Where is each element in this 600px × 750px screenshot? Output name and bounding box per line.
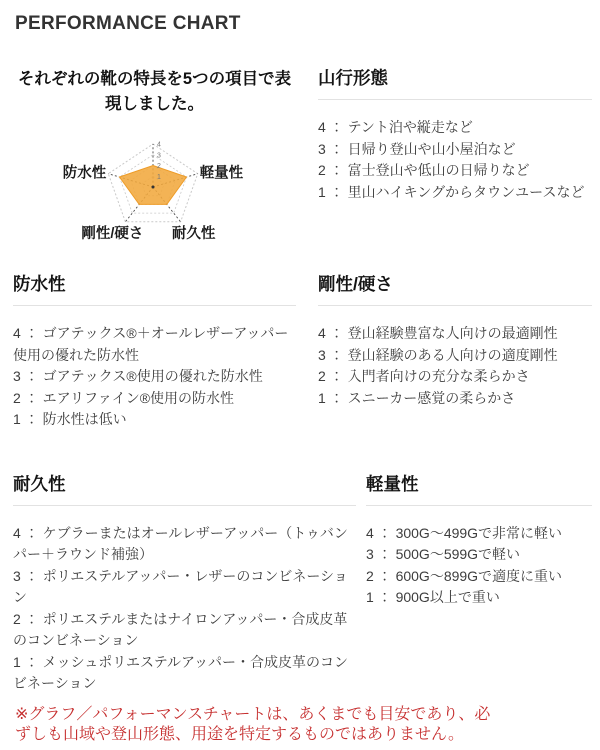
section-title: 防水性 (13, 274, 66, 294)
rating-list (366, 523, 592, 609)
section-gousei-katasa (318, 272, 592, 409)
page-title: PERFORMANCE CHART (15, 13, 241, 34)
section-sankou-keitai (318, 66, 592, 203)
rating-item: 4 ： 300G〜499Gで非常に軽い (366, 524, 563, 541)
rating-item: 3 ： 登山経験のある人向けの適度剛性 (318, 346, 558, 363)
section-column (0, 272, 302, 431)
section-divider (13, 305, 296, 306)
disclaimer-note: ※グラフ／パフォーマンスチャートは、あくまでも目安であり、必ずしも山域や登山形態、用途を特定するものではありません。 (15, 705, 491, 743)
tick-label: 1 (157, 173, 161, 181)
rating-item: 2 ： 600G〜899Gで適度に重い (366, 567, 563, 584)
section-divider (318, 305, 592, 306)
tick-label: 2 (157, 163, 161, 170)
section-column (0, 472, 356, 695)
axis-label: 剛性/硬さ (81, 225, 144, 242)
rating-list (13, 523, 356, 695)
tick-label: 4 (157, 141, 161, 149)
axis-label: 軽量性 (199, 165, 244, 182)
rating-item: 2 ： 富士登山や低山の日帰りなど (318, 162, 530, 178)
rating-item: 1 ： 里山ハイキングからタウンユースなど (318, 183, 585, 200)
section-divider (13, 505, 356, 506)
rating-list (318, 323, 592, 409)
rating-list (13, 323, 296, 431)
axis-label: 耐久性 (171, 225, 216, 242)
rating-item: 3 ： 500G〜599Gで軽い (366, 546, 521, 562)
chart-column (0, 66, 302, 252)
section-column (356, 472, 600, 609)
intro-text: それぞれの靴の特長を5つの項目で表現しました。 (17, 70, 292, 113)
section-divider (318, 99, 592, 100)
rating-item: 4 ： ゴアテックス®＋オールレザーアッパー使用の優れた防水性 (13, 325, 289, 363)
radar-chart-container (13, 122, 296, 252)
section-taikyuu (13, 472, 356, 695)
row-bottom (0, 472, 600, 695)
rating-item: 1 ： 900G以上で重い (366, 589, 500, 605)
section-column (302, 66, 600, 203)
section-divider (366, 505, 592, 506)
axis-label: 防水性 (62, 165, 107, 182)
section-keiryou (366, 472, 592, 609)
section-title: 剛性/硬さ (318, 274, 393, 294)
chart-center-dot (152, 186, 155, 189)
tick-label: 3 (157, 152, 161, 160)
rating-item: 3 ： ポリエステルアッパー・レザーのコンビネーション (13, 567, 348, 605)
row-middle (0, 272, 600, 431)
rating-item: 2 ： ポリエステルまたはナイロンアッパー・合成皮革のコンビネーション (13, 610, 348, 648)
section-title: 山行形態 (318, 68, 388, 88)
rating-item: 3 ： ゴアテックス®使用の優れた防水性 (13, 368, 263, 384)
rating-list (318, 117, 592, 203)
section-column (302, 272, 600, 409)
rating-item: 1 ： 防水性は低い (13, 411, 127, 427)
axis-label (124, 122, 182, 123)
data-polygon (120, 166, 187, 205)
rating-item: 4 ： テント泊や縦走など (318, 119, 473, 135)
radar-chart (13, 122, 296, 247)
rating-item: 2 ： 入門者向けの充分な柔らかさ (318, 368, 530, 384)
rating-item: 3 ： 日帰り登山や山小屋泊など (318, 140, 516, 157)
rating-item: 4 ： 登山経験豊富な人向けの最適剛性 (318, 325, 558, 341)
section-title: 軽量性 (366, 473, 419, 494)
section-bousui (13, 272, 296, 431)
rating-item: 1 ： メッシュポリエステルアッパー・合成皮革のコンビネーション (13, 653, 349, 691)
rating-item: 1 ： スニーカー感覚の柔らかさ (318, 389, 516, 406)
rating-item: 2 ： エアリファイン®使用の防水性 (13, 389, 235, 406)
rating-item: 4 ： ケブラーまたはオールレザーアッパー（トゥバンパー＋ラウンド補強） (13, 524, 348, 562)
section-title: 耐久性 (13, 473, 66, 494)
row-chart (0, 66, 600, 252)
